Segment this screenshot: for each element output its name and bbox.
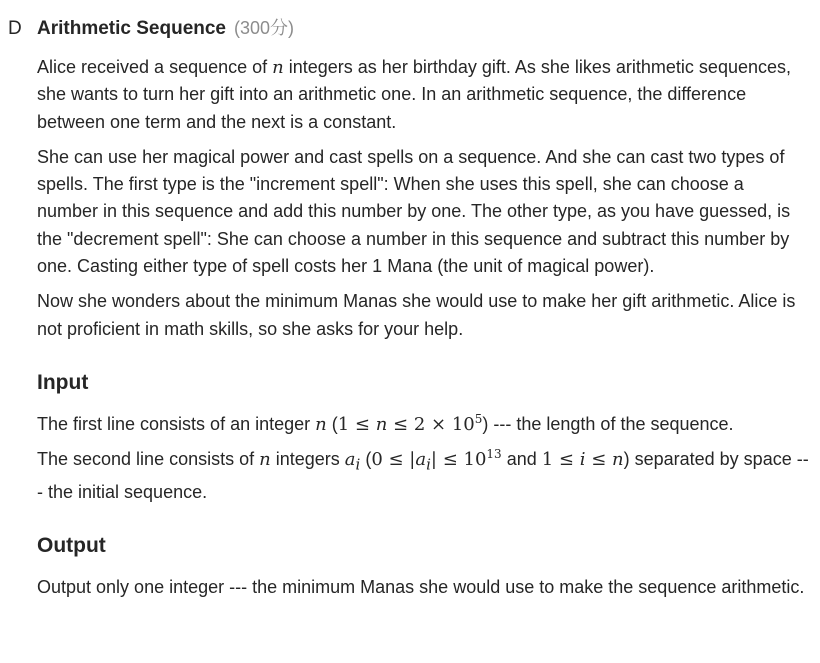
input-heading: Input bbox=[37, 370, 89, 394]
math-expression: | ≤ 10 bbox=[430, 449, 487, 471]
description-paragraph-1 bbox=[37, 54, 809, 136]
text-span: and bbox=[501, 449, 542, 470]
text-span: ( bbox=[326, 413, 338, 434]
text-span: ) bbox=[623, 449, 630, 470]
math-expression: 0 ≤ | bbox=[371, 449, 416, 471]
problem-content bbox=[37, 54, 809, 610]
problem-title: Arithmetic Sequence bbox=[37, 18, 226, 39]
description-paragraph-3: Now she wonders about the minimum Manas she would use to make her gift arithmetic. Alice is not proficient in math skills, so she asks for your help. bbox=[37, 291, 796, 339]
problem-score: (300分) bbox=[234, 18, 295, 38]
math-variable: n bbox=[612, 449, 624, 471]
math-expression: 1 ≤ bbox=[541, 449, 580, 471]
text-span: The second line consists of bbox=[37, 449, 260, 470]
text-span: ( bbox=[360, 449, 372, 470]
text-span: ) bbox=[482, 413, 489, 434]
math-subscript: i bbox=[426, 455, 431, 474]
text-span: --- the length of the sequence. bbox=[488, 413, 734, 434]
math-variable: n bbox=[375, 413, 388, 435]
description-paragraph-2: She can use her magical power and cast spells on a sequence. And she can cast two types of spells. The first type is the "increment spell": When she uses this spell, she can choose a number in this sequence and add this number by one. The other type, as you have guessed, is the "decrement spell": She can choose a number in this sequence and subtract this number by one. Casting either type of spell costs her 1 Mana (the unit of magical power). bbox=[37, 146, 791, 277]
math-variable: n bbox=[272, 57, 284, 78]
text-span: separated by space --- the initial sequence. bbox=[37, 449, 809, 503]
math-exponent: 5 bbox=[474, 411, 483, 426]
text-span: Alice received a sequence of bbox=[37, 57, 273, 77]
text-span: integers as her birthday gift. As she likes arithmetic sequences, she wants to turn her gift into an arithmetic one. In an arithmetic sequence, the difference between one term and the next is a constant. bbox=[37, 57, 792, 132]
input-line-1 bbox=[37, 411, 809, 438]
text-span: integers bbox=[270, 449, 345, 470]
problem-letter: D bbox=[8, 18, 22, 39]
math-variable: a bbox=[415, 449, 427, 471]
math-variable: n bbox=[315, 413, 327, 435]
math-exponent: 13 bbox=[486, 447, 502, 462]
problem-header bbox=[8, 14, 294, 43]
math-variable: a bbox=[344, 449, 356, 471]
text-span: The first line consists of an integer bbox=[37, 413, 316, 434]
math-expression: ≤ 2 × 10 bbox=[387, 413, 475, 435]
math-subscript: i bbox=[355, 455, 361, 474]
output-heading: Output bbox=[37, 534, 106, 558]
input-line-2 bbox=[37, 446, 809, 506]
math-variable: n bbox=[259, 449, 271, 471]
math-expression: 1 ≤ bbox=[337, 413, 376, 435]
math-variable: i bbox=[579, 449, 586, 471]
math-expression: ≤ bbox=[585, 449, 613, 471]
output-text: Output only one integer --- the minimum Manas she would use to make the sequence arithmetic. bbox=[37, 577, 805, 598]
